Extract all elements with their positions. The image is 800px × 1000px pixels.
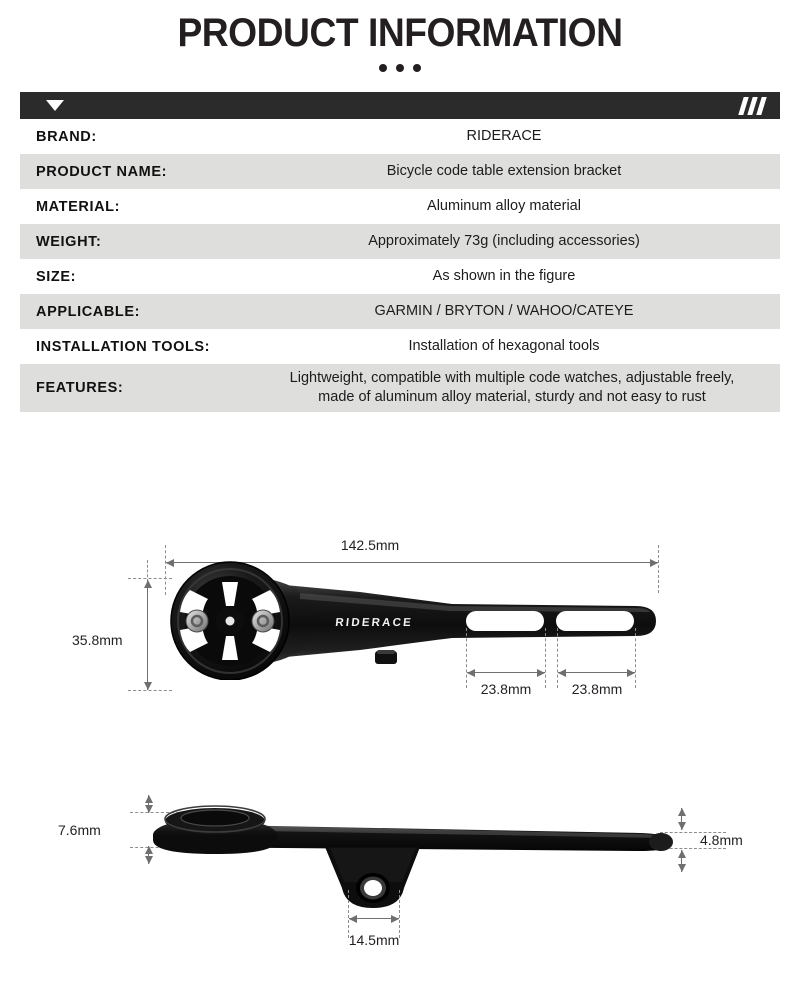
guide-line <box>557 628 558 688</box>
three-slashes-icon <box>741 97 768 115</box>
dimension-head-diameter: 35.8mm <box>72 632 123 648</box>
spec-label: FEATURES: <box>36 380 124 396</box>
section-header-bar <box>20 92 780 119</box>
dot-2 <box>396 64 404 72</box>
spec-value: Approximately 73g (including accessories) <box>368 232 640 249</box>
spec-label: SIZE: <box>36 268 77 285</box>
spec-value: GARMIN / BRYTON / WAHOO/CATEYE <box>374 302 634 319</box>
spec-value <box>270 369 780 407</box>
guide-line <box>545 628 546 688</box>
top-view-diagram <box>0 520 800 697</box>
page-title: PRODUCT INFORMATION <box>177 11 623 55</box>
dimension-arm-thickness: 4.8mm <box>700 832 743 848</box>
table-row <box>20 329 780 364</box>
table-row <box>20 119 780 154</box>
spec-value: As shown in the figure <box>432 267 576 284</box>
spec-label: INSTALLATION TOOLS: <box>36 338 211 355</box>
side-view-diagram <box>0 790 800 960</box>
guide-line <box>128 690 172 691</box>
dimension-mount-thickness: 7.6mm <box>58 822 101 838</box>
slash-3 <box>756 97 767 115</box>
brand-mark-riderace: RIDERACE <box>334 617 414 629</box>
spec-value: Bicycle code table extension bracket <box>386 162 622 179</box>
table-row <box>20 189 780 224</box>
guide-line <box>635 628 636 688</box>
dimension-arrow-tab-width <box>349 918 399 919</box>
table-row <box>20 154 780 189</box>
table-row <box>20 294 780 329</box>
dimension-slot-1: 23.8mm <box>480 681 532 697</box>
triangle-down-icon <box>46 100 64 111</box>
dot-3 <box>413 64 421 72</box>
spec-label: BRAND: <box>36 128 97 145</box>
table-row <box>20 259 780 294</box>
dimension-arrow-slot-1 <box>467 672 545 673</box>
spec-label: PRODUCT NAME: <box>36 163 168 180</box>
spec-label: MATERIAL: <box>36 198 121 215</box>
spec-value: Aluminum alloy material <box>427 197 581 214</box>
guide-line <box>399 890 400 938</box>
guide-line <box>466 628 467 688</box>
dot-1 <box>379 64 387 72</box>
table-row <box>20 364 780 412</box>
spec-label: APPLICABLE: <box>36 303 141 320</box>
dimension-tab-width: 14.5mm <box>348 932 400 948</box>
title-dots-decoration <box>0 64 800 72</box>
bracket-top-view-illustration <box>0 520 800 680</box>
dimension-slot-2: 23.8mm <box>571 681 623 697</box>
dimension-arrow-slot-2 <box>558 672 635 673</box>
dimension-overall-length: 142.5mm <box>340 537 400 553</box>
spec-label: WEIGHT: <box>36 233 102 250</box>
spec-value: RIDERACE <box>466 127 542 144</box>
spec-value: Installation of hexagonal tools <box>408 337 600 354</box>
features-line-1: Lightweight, compatible with multiple code watches, adjustable freely, <box>289 369 735 386</box>
features-line-2: made of aluminum alloy material, sturdy and not easy to rust <box>318 389 706 405</box>
bracket-side-view-illustration <box>0 790 800 960</box>
specification-table <box>20 119 780 412</box>
table-row <box>20 224 780 259</box>
